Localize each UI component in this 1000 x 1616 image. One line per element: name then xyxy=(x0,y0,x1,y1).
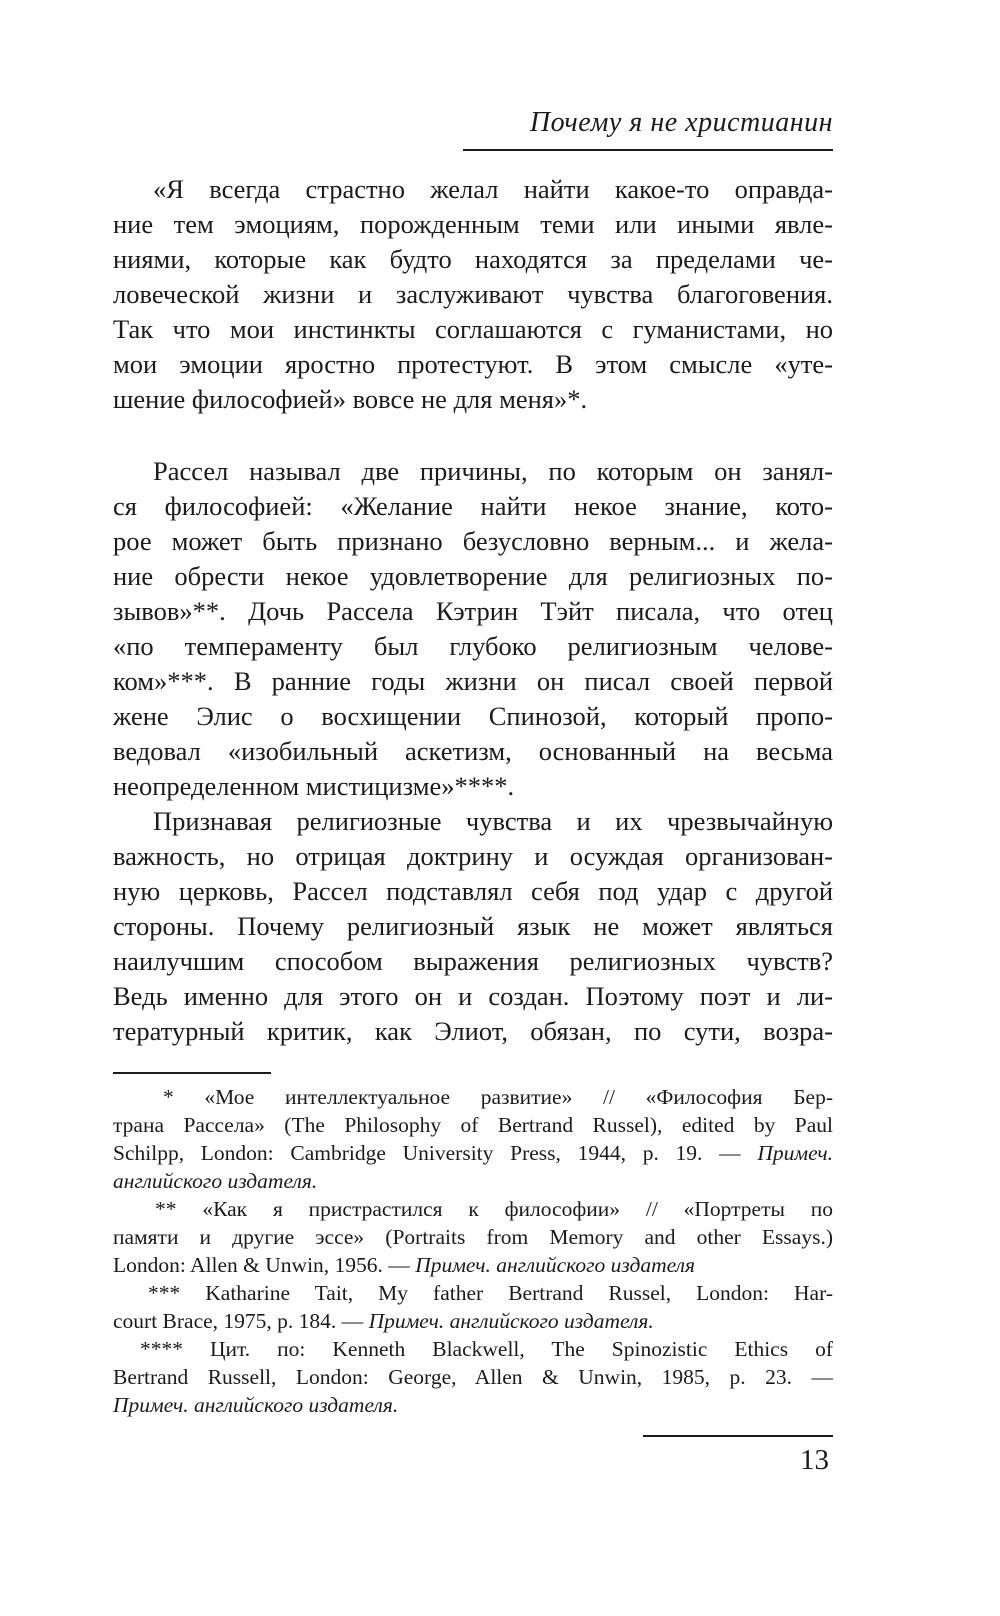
footnote-segment: памяти и другие эссе» (Portraits from Memory and other Essays.) xyxy=(113,1225,833,1249)
text-line: ниями, которые как будто находятся за пределами че- xyxy=(113,244,833,274)
footnote-segment: трана Рассела» (The Philosophy of Bertrand Russel), edited by Paul xyxy=(113,1113,833,1137)
text-line: ком»***. В ранние годы жизни он писал своей первой xyxy=(113,666,833,696)
footnote-line xyxy=(113,1279,833,1307)
text-line: зывов»**. Дочь Рассела Кэтрин Тэйт писала, что отец xyxy=(113,596,833,626)
text-line: ведовал «изобильный аскетизм, основанный на весьма xyxy=(113,736,833,766)
footnote-line xyxy=(113,1307,833,1335)
text-line: тературный критик, как Элиот, обязан, по сути, возра- xyxy=(113,1016,833,1046)
page-number: 13 xyxy=(800,1444,829,1476)
text-line: «по темпераменту был глубоко религиозным челове- xyxy=(113,631,833,661)
footnote-line xyxy=(113,1223,833,1251)
text-line: жене Элис о восхищении Спинозой, который пропо- xyxy=(113,701,833,731)
footnote-separator-rule xyxy=(113,1072,271,1074)
footnote-line xyxy=(113,1083,833,1111)
footnote-segment: court Brace, 1975, p. 184. — xyxy=(113,1309,369,1333)
footnote-segment: *** Katharine Tait, My father Bertrand Russel, London: Har- xyxy=(148,1281,833,1305)
text-line: важность, но отрицая доктрину и осуждая организован- xyxy=(113,841,833,871)
footnote-line xyxy=(113,1363,833,1391)
text-line: ние тем эмоциям, порожденным теми или иными явле- xyxy=(113,209,833,239)
footnote-line xyxy=(113,1335,833,1363)
footnote-italic-segment: английского издателя. xyxy=(113,1169,318,1193)
text-line: ся философией: «Желание найти некое знание, кото- xyxy=(113,491,833,521)
page-number-rule xyxy=(643,1435,833,1437)
footnote-line xyxy=(113,1391,833,1419)
footnote-segment: **** Цит. по: Kenneth Blackwell, The Spinozistic Ethics of xyxy=(140,1337,833,1361)
text-line: стороны. Почему религиозный язык не может являться xyxy=(113,911,833,941)
footnote-line xyxy=(113,1167,833,1195)
running-head-rule xyxy=(463,149,833,151)
footnote-italic-segment: Примеч. английского издателя. xyxy=(113,1393,399,1417)
text-line: Рассел называл две причины, по которым он занял- xyxy=(153,456,833,486)
footnote-segment: ** «Как я пристрастился к философии» // «Портреты по xyxy=(155,1197,833,1221)
text-line: Ведь именно для этого он и создан. Поэтому поэт и ли- xyxy=(113,981,833,1011)
footnote-line xyxy=(113,1111,833,1139)
footnote-line xyxy=(113,1195,833,1223)
footnote-line xyxy=(113,1251,833,1279)
text-line: рое может быть признано безусловно верным... и жела- xyxy=(113,526,833,556)
text-line: наилучшим способом выражения религиозных чувств? xyxy=(113,946,833,976)
footnotes-block xyxy=(113,1083,833,1419)
footnote-segment: London: Allen & Unwin, 1956. — xyxy=(113,1253,416,1277)
text-line: шение философией» вовсе не для меня»*. xyxy=(113,384,588,414)
text-line: ловеческой жизни и заслуживают чувства благоговения. xyxy=(113,279,833,309)
text-line: мои эмоции яростно протестуют. В этом смысле «уте- xyxy=(113,349,833,379)
body-text xyxy=(113,172,833,1049)
paragraph xyxy=(113,172,833,417)
text-line: «Я всегда страстно желал найти какое-то оправда- xyxy=(153,174,833,204)
text-line: Признавая религиозные чувства и их чрезвычайную xyxy=(153,806,833,836)
footnote-line xyxy=(113,1139,833,1167)
footnote-italic-segment: Примеч. английского издателя. xyxy=(368,1309,654,1333)
text-line: Так что мои инстинкты соглашаются с гуманистами, но xyxy=(113,314,833,344)
footnote-segment: * «Мое интеллектуальное развитие» // «Философия Бер- xyxy=(163,1085,833,1109)
footnote-segment: Schilpp, London: Cambridge University Press, 1944, p. 19. — xyxy=(113,1141,758,1165)
footnote-italic-segment: Примеч. английского издателя xyxy=(415,1253,696,1277)
footnote-italic-segment: Примеч. xyxy=(757,1141,833,1165)
text-line: неопределенном мистицизме»****. xyxy=(113,771,515,801)
running-head-title: Почему я не христианин xyxy=(529,107,833,138)
footnote-segment: Bertrand Russell, London: George, Allen & Unwin, 1985, p. 23. — xyxy=(113,1365,833,1389)
paragraph xyxy=(113,804,833,1049)
paragraph xyxy=(113,454,833,804)
text-line: ную церковь, Рассел подставлял себя под удар с другой xyxy=(113,876,833,906)
text-line: ние обрести некое удовлетворение для религиозных по- xyxy=(113,561,833,591)
